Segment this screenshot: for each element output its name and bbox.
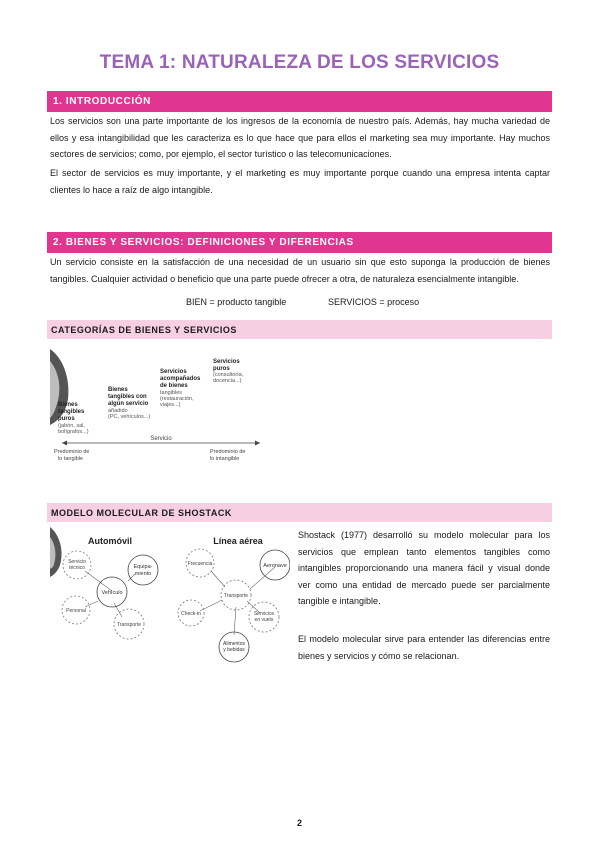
- intro-paragraph-2: El sector de servicios es muy importante, y el marketing es muy importante porque cuando una empresa intenta captar clientes lo hace a raíz de algo intangible.: [50, 168, 550, 195]
- svg-text:Frecuencia: Frecuencia: [187, 561, 213, 567]
- page-title: TEMA 1: NATURALEZA DE LOS SERVICIOS: [99, 52, 500, 73]
- axis-label: Servicio: [150, 436, 172, 442]
- svg-text:Transporte: Transporte: [117, 622, 141, 628]
- left-pole-line-2: lo tangible: [58, 456, 84, 462]
- definition-good: BIEN = producto tangible: [186, 297, 287, 307]
- svg-text:(consultoría,: (consultoría,: [213, 372, 244, 378]
- shostack-paragraph-1: Shostack (1977) desarrolló su modelo molecular para los servicios que emplean tanto elementos tangibles como intangibles proporcionando una manera fácil y visual donde ver como una entidad de mercado puede ser parcialmente tangible e intangible.: [298, 530, 550, 606]
- right-pole-line-1: Predominio de: [210, 449, 246, 455]
- svg-text:técnico: técnico: [69, 565, 85, 571]
- svg-text:acompañados: acompañados: [160, 376, 201, 382]
- svg-text:puros: puros: [58, 416, 75, 422]
- svg-text:Equipa-: Equipa-: [133, 564, 153, 570]
- svg-text:y bebidas: y bebidas: [223, 647, 245, 653]
- svg-text:puros: puros: [213, 366, 230, 372]
- svg-text:Servicios: Servicios: [253, 611, 275, 617]
- svg-text:Bienes: Bienes: [58, 402, 78, 408]
- axis-arrow-left: [62, 441, 67, 446]
- car-molecule: [62, 536, 158, 639]
- svg-text:Alimentos: Alimentos: [223, 641, 245, 647]
- airline-title: Línea aérea: [213, 536, 263, 546]
- shostack-paragraph-2: El modelo molecular sirve para entender las diferencias entre bienes y servicios y cómo se relacionan.: [298, 634, 550, 661]
- car-node-equipment: [128, 555, 158, 585]
- svg-text:Servicios: Servicios: [213, 359, 240, 365]
- categories-diagram: [50, 343, 280, 468]
- car-title: Automóvil: [88, 536, 132, 546]
- svg-text:(jabón, sal,: (jabón, sal,: [58, 423, 85, 429]
- svg-text:en vuelo: en vuelo: [254, 617, 274, 623]
- stair-label-4: [213, 359, 244, 384]
- stair-label-2: [108, 387, 150, 420]
- svg-text:tangibles: tangibles: [160, 390, 183, 396]
- subsection-heading-shostack: MODELO MOLECULAR DE SHOSTACK: [47, 503, 552, 522]
- svg-text:Servicio: Servicio: [68, 559, 86, 565]
- definition-service: SERVICIOS = proceso: [328, 297, 420, 307]
- svg-text:Vehículo: Vehículo: [101, 590, 123, 596]
- airline-molecule: [178, 536, 290, 662]
- svg-text:Aeronave: Aeronave: [263, 563, 287, 569]
- section-heading-goods-services: 2. BIENES Y SERVICIOS: DEFINICIONES Y DIFERENCIAS: [47, 232, 552, 253]
- svg-text:bolígrafos...): bolígrafos...): [58, 429, 89, 435]
- axis-arrow-right: [255, 441, 260, 446]
- stair-label-3: [160, 369, 201, 408]
- intro-paragraph-1: Los servicios son una parte importante de los ingresos de la economía de nuestro país. Además, hay mucha variedad de ellos y esa intangibilidad que les caracteriza es lo que hace que para ellos el marketing sea muy importante. Hay muchos sectores de servicios; como, por ejemplo, el sector turístico o las telecomunicaciones.: [50, 116, 550, 159]
- svg-text:tangibles con: tangibles con: [108, 394, 147, 400]
- svg-text:(restauración,: (restauración,: [160, 396, 194, 402]
- svg-text:Bienes: Bienes: [108, 387, 128, 393]
- svg-text:tangibles: tangibles: [58, 409, 85, 415]
- page-number: 2: [296, 818, 302, 828]
- stair-label-1: [58, 402, 89, 435]
- svg-text:miento: miento: [134, 571, 152, 577]
- svg-text:Personal: Personal: [66, 608, 86, 614]
- svg-text:Servicios: Servicios: [160, 369, 187, 375]
- svg-text:docencia...): docencia...): [213, 378, 242, 384]
- svg-text:Check-in: Check-in: [181, 611, 201, 617]
- svg-text:(PC, vehículos...): (PC, vehículos...): [108, 414, 151, 420]
- goods-paragraph: Un servicio consiste en la satisfacción de una necesidad de un usuario sin que esto suponga la producción de bienes tangibles. Cualquier actividad o beneficio que una parte puede ofrecer a otra, de naturaleza esencialmente intangible.: [50, 257, 550, 284]
- right-pole-line-2: lo intangible: [210, 456, 240, 462]
- section-heading-intro: 1. INTRODUCCIÓN: [47, 91, 552, 112]
- left-pole-line-1: Predominio de: [54, 449, 90, 455]
- svg-text:algún servicio: algún servicio: [108, 401, 149, 407]
- svg-text:Transporte: Transporte: [224, 593, 248, 599]
- svg-text:viajes...): viajes...): [160, 402, 181, 408]
- subsection-heading-categories: CATEGORÍAS DE BIENES Y SERVICIOS: [47, 320, 552, 339]
- shostack-diagram: [50, 525, 290, 665]
- svg-text:de bienes: de bienes: [160, 383, 188, 389]
- svg-text:añadido: añadido: [108, 408, 128, 414]
